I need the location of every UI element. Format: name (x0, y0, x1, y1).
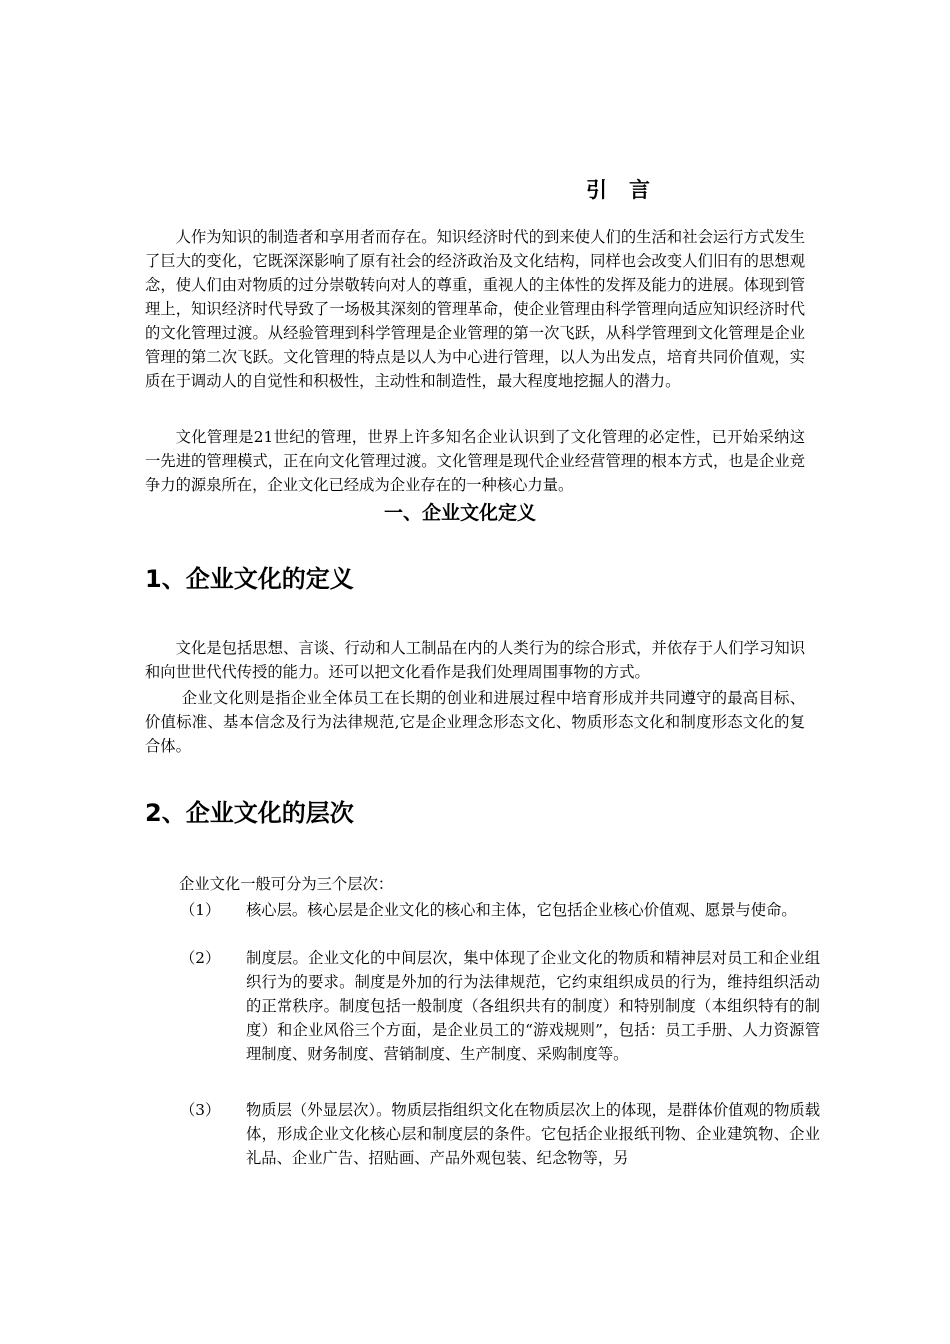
definition-paragraph-2: 企业文化则是指企业全体员工在长期的创业和进展过程中培育形成并共同遵守的最高目标、价值标准、基本信念及行为法律规范,它是企业理念形态文化、物质形态文化和制度形态文化的复合体。 (145, 689, 805, 755)
level-item-2 (180, 946, 820, 1066)
heading-definition: 1、企业文化的定义 (145, 565, 354, 593)
level-text: 制度层。企业文化的中间层次，集中体现了企业文化的物质和精神层对员工和企业组织行为的要求。制度是外加的行为法律规范，它约束组织成员的行为，维持组织活动的正常秩序。制度包括一般制度（各组织共有的制度）和特别制度（本组织特有的制度）和企业风俗三个方面，是企业员工的“游戏规则”，包括：员工手册、人力资源管理制度、财务制度、营销制度、生产制度、采购制度等。 (246, 949, 820, 1063)
level-text: 物质层（外显层次）。物质层指组织文化在物质层次上的体现，是群体价值观的物质载体，形成企业文化核心层和制度层的条件。它包括企业报纸刊物、企业建筑物、企业礼品、企业广告、招贴画、产品外观包装、纪念物等，另 (246, 1101, 820, 1167)
definition-paragraph-1: 文化是包括思想、言谈、行动和人工制品在内的人类行为的综合形式，并依存于人们学习知识和向世世代代传授的能力。还可以把文化看作是我们处理周围事物的方式。 (145, 639, 805, 681)
level-item-3 (180, 1098, 820, 1170)
level-number: （1） (180, 901, 221, 919)
level-text: 核心层。核心层是企业文化的核心和主体，它包括企业核心价值观、愿景与使命。 (246, 901, 797, 919)
level-number: （2） (180, 949, 221, 967)
section-title: 一、企业文化定义 (384, 502, 537, 524)
heading-levels: 2、企业文化的层次 (145, 799, 354, 827)
level-number: （3） (180, 1101, 221, 1119)
intro-paragraph-1: 人作为知识的制造者和享用者而存在。知识经济时代的到来使人们的生活和社会运行方式发生了巨大的变化，它既深深影响了原有社会的经济政治及文化结构，同样也会改变人们旧有的思想观念，使人们由对物质的过分崇敬转向对人的尊重，重视人的主体性的发挥及能力的进展。体现到管理上，知识经济时代导致了一场极其深刻的管理革命，使企业管理由科学管理向适应知识经济时代的文化管理过渡。从经验管理到科学管理是企业管理的第一次飞跃，从科学管理到文化管理是企业管理的第二次飞跃。文化管理的特点是以人为中心进行管理，以人为出发点，培育共同价值观，实质在于调动人的自觉性和积极性，主动性和制造性，最大程度地挖掘人的潜力。 (145, 228, 805, 390)
levels-intro: 企业文化一般可分为三个层次： (179, 875, 394, 893)
level-item-1 (180, 898, 820, 922)
intro-title: 引言 (586, 177, 672, 202)
intro-paragraph-2: 文化管理是21世纪的管理，世界上许多知名企业认识到了文化管理的必定性，已开始采纳这一先进的管理模式，正在向文化管理过渡。文化管理是现代企业经营管理的根本方式，也是企业竞争力的源泉所在，企业文化已经成为企业存在的一种核心力量。 (145, 428, 805, 494)
